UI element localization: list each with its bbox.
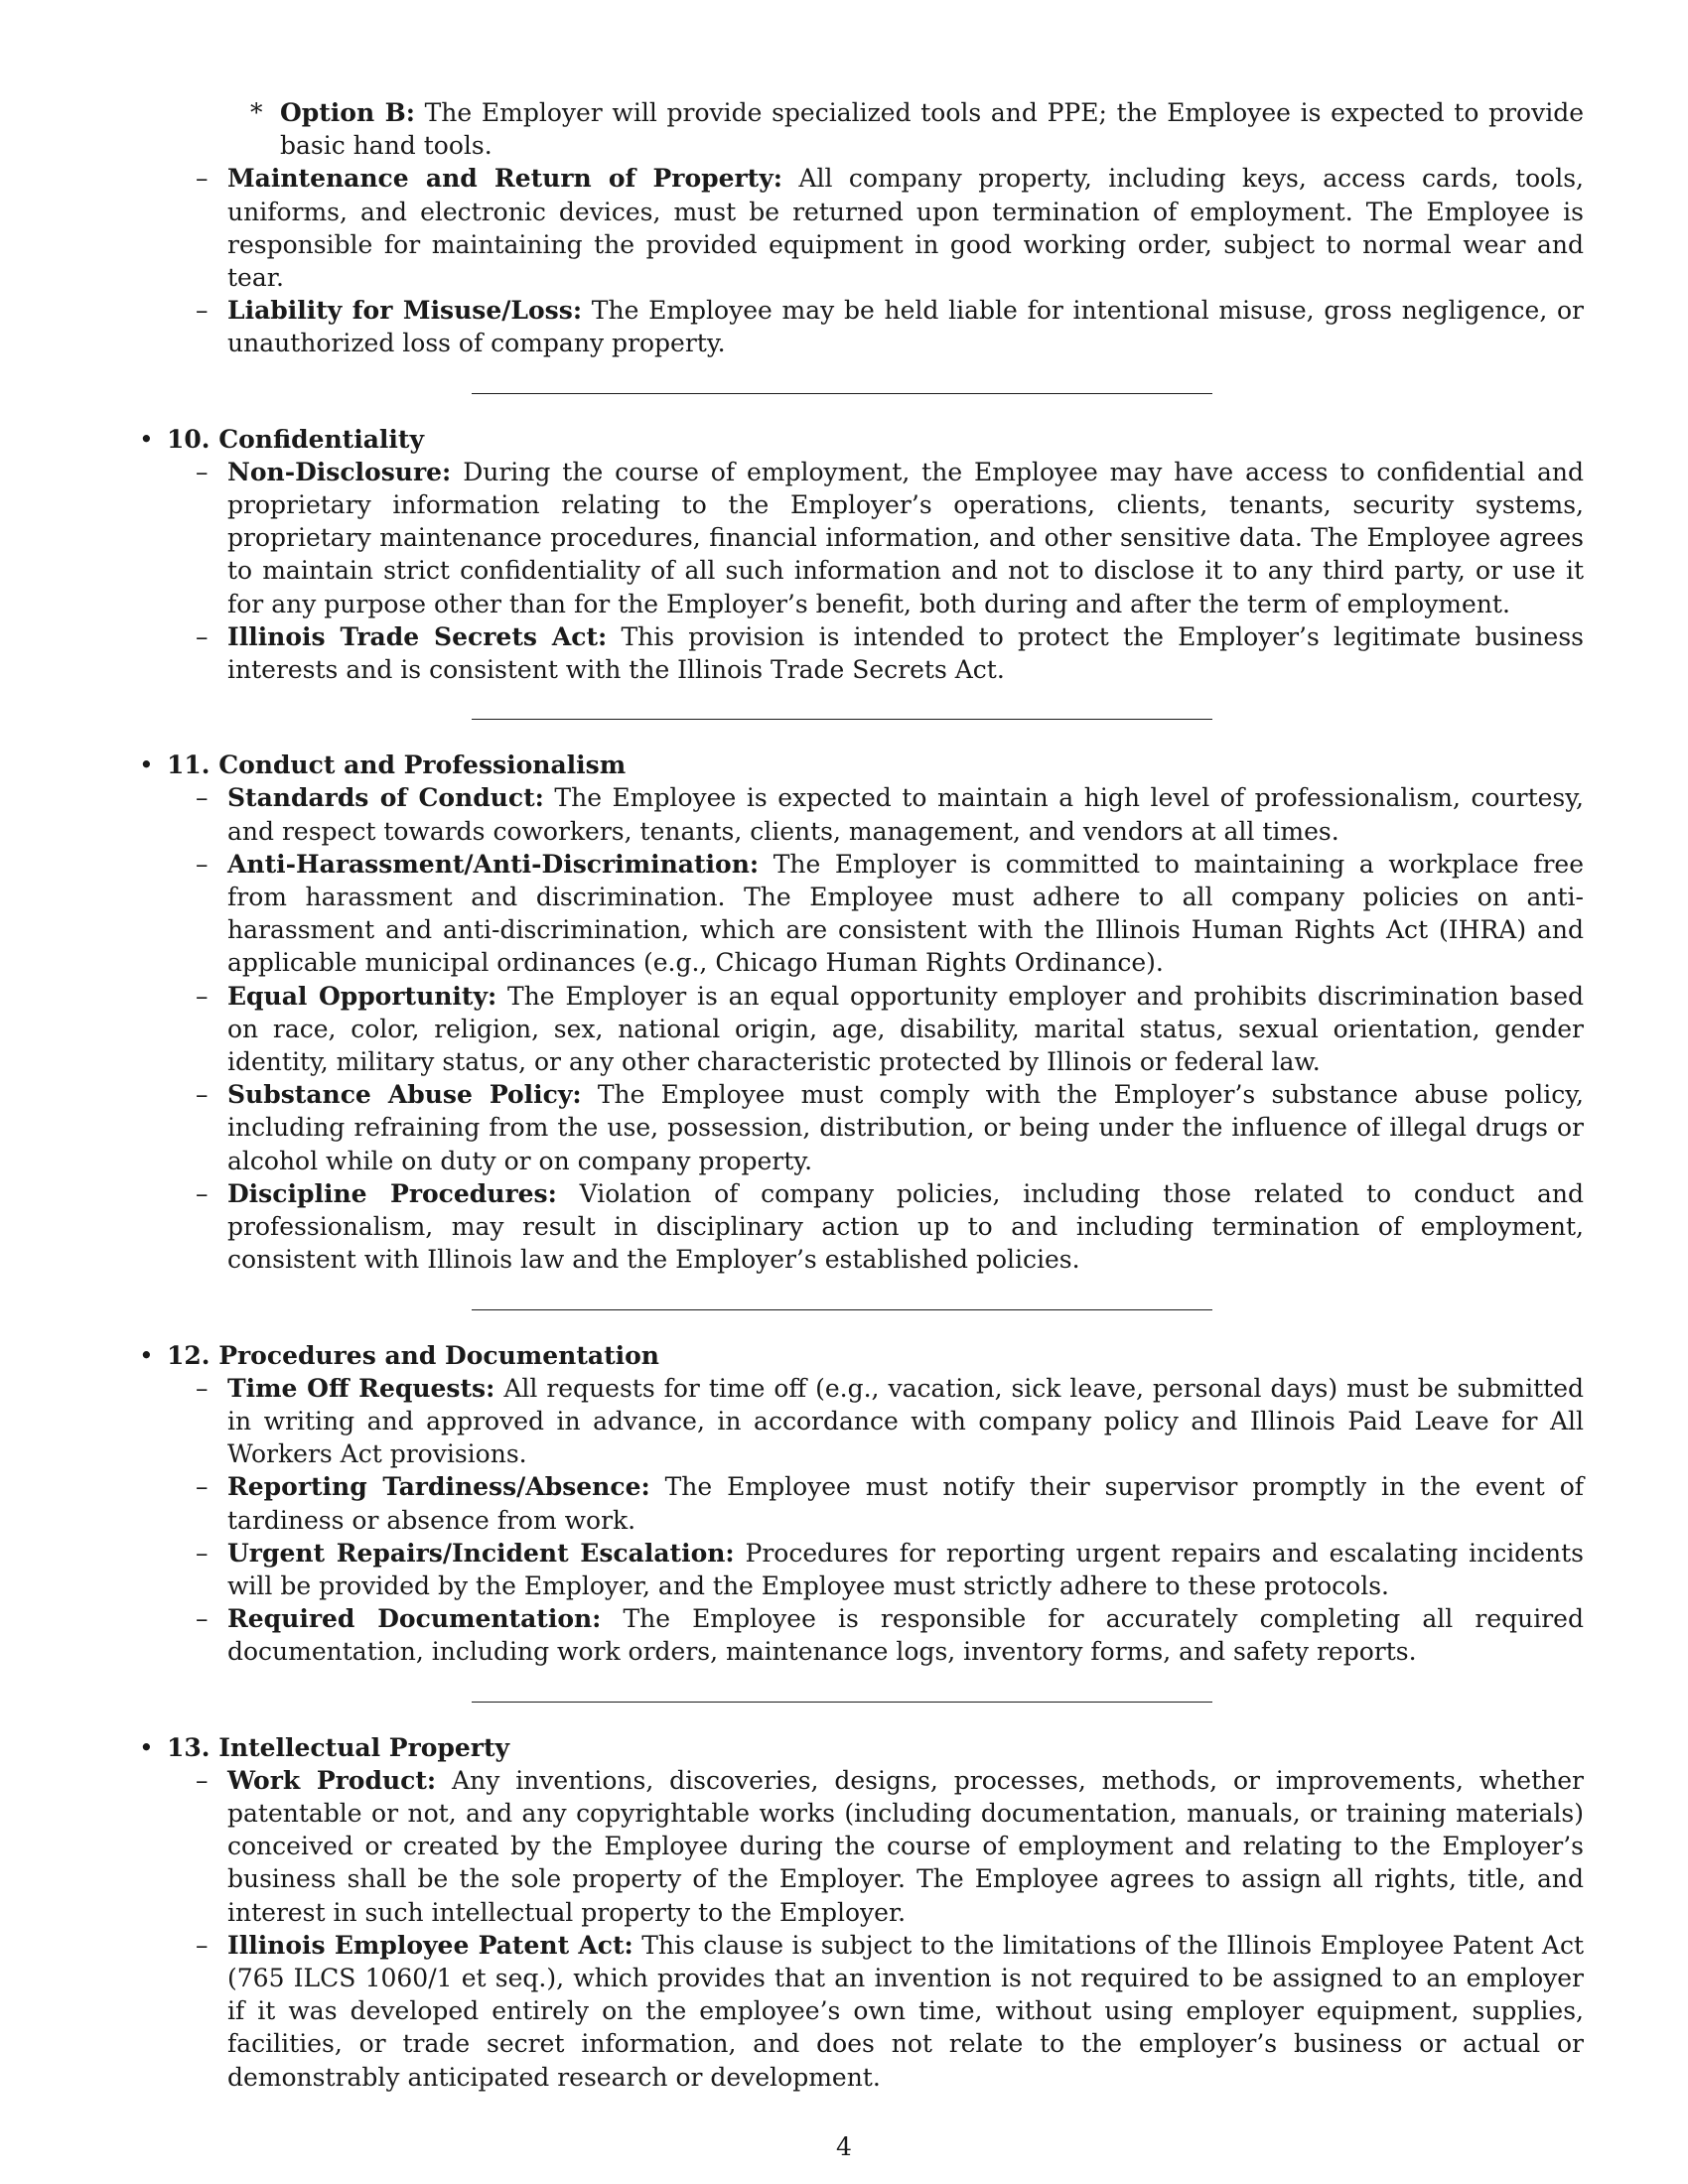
dash-bullet-icon: – (196, 981, 209, 1011)
dash-bullet-icon: – (196, 1765, 209, 1795)
item-text: All requests for time off (e.g., vacation, sick leave, personal days) must be submitted in writing and approved in advance, in accordance with company policy and Illinois Paid Leave for All Workers Act provisions. (227, 1373, 1584, 1469)
item-label: Option B: (280, 98, 415, 127)
list-item (139, 1372, 1584, 1471)
section-divider (472, 1309, 1212, 1310)
dash-bullet-icon: – (196, 164, 209, 194)
item-text: The Employer is committed to maintaining a workplace free from harassment and discrimination. The Employee must adhere to all company policies on anti-harassment and anti-discrimination, which are consistent with the Illinois Human Rights Act (IHRA) and applicable municipal ordinances (e.g., Chicago Human Rights Ordinance). (227, 849, 1584, 978)
page-number: 4 (836, 2132, 852, 2161)
item-label: Required Documentation: (227, 1604, 602, 1634)
item-text: Violation of company policies, including those related to conduct and professionalism, may result in disciplinary action up to and including termination of employment, consistent with Illinois law and the Employer’s established policies. (227, 1178, 1585, 1275)
list-item (139, 620, 1584, 686)
dash-bullet-icon: – (196, 1373, 209, 1403)
list-item (139, 1929, 1584, 2094)
list-item (139, 848, 1584, 980)
item-text: This provision is intended to protect the Employer’s legitimate business interests and is consistent with the Illinois Trade Secrets Act. (227, 621, 1584, 685)
item-text: The Employee must notify their supervisor promptly in the event of tardiness or absence from work. (227, 1472, 1584, 1535)
dash-bullet-icon: – (196, 296, 209, 326)
dash-bullet-icon: – (196, 1080, 209, 1110)
item-label: Maintenance and Return of Property: (227, 164, 782, 194)
bullet-dot-icon: • (139, 751, 154, 780)
dash-bullet-icon: – (196, 1538, 209, 1568)
dash-bullet-icon: – (196, 621, 209, 651)
document-page (139, 96, 1584, 2094)
item-label: Illinois Employee Patent Act: (227, 1930, 633, 1960)
section-heading: • 10. Confidentiality (139, 423, 1584, 456)
dash-bullet-icon: – (196, 457, 209, 486)
item-text: During the course of employment, the Employee may have access to confidential and proprietary information relating to the Employer’s operations, clients, tenants, security systems, proprietary maintenance procedures, financial information, and other sensitive data. The Employee agrees to maintain strict confidentiality of all such information and not to disclose it to any third party, or use it for any purpose other than for the Employer’s benefit, both during and after the term of employment. (227, 457, 1584, 618)
section-heading: • 11. Conduct and Professionalism (139, 749, 1584, 781)
dash-bullet-icon: – (196, 1930, 209, 1960)
section-divider (472, 1702, 1212, 1703)
item-text: The Employee is expected to maintain a high level of professionalism, courtesy, and respect towards coworkers, tenants, clients, management, and vendors at all times. (227, 783, 1584, 846)
item-text: The Employer is an equal opportunity employer and prohibits discrimination based on race, color, religion, sex, national origin, age, disability, marital status, sexual orientation, gender identity, military status, or any other characteristic protected by Illinois or federal law. (227, 981, 1584, 1077)
item-text: The Employee is responsible for accurately completing all required documentation, including work orders, maintenance logs, inventory forms, and safety reports. (227, 1604, 1584, 1667)
dash-bullet-icon: – (196, 1472, 209, 1502)
list-item (139, 980, 1584, 1079)
bullet-dot-icon: • (139, 424, 154, 454)
item-label: Work Product: (227, 1765, 437, 1795)
section-divider (472, 393, 1212, 394)
list-item (139, 1764, 1584, 1929)
section-divider (472, 719, 1212, 720)
section-heading: • 12. Procedures and Documentation (139, 1339, 1584, 1372)
list-item (139, 456, 1584, 620)
dash-bullet-icon: – (196, 1178, 209, 1208)
item-label: Discipline Procedures: (227, 1178, 557, 1208)
item-text: The Employer will provide specialized tools and PPE; the Employee is expected to provide basic hand tools. (280, 98, 1584, 161)
item-label: Liability for Misuse/Loss: (227, 296, 583, 326)
item-text: The Employee must comply with the Employer’s substance abuse policy, including refraining from the use, possession, distribution, or being under the influence of illegal drugs or alcohol while on duty or on company property. (227, 1080, 1584, 1175)
list-item (139, 1177, 1584, 1277)
item-text: Any inventions, discoveries, designs, processes, methods, or improvements, whether patentable or not, and any copyrightable works (including documentation, manuals, or training materials) conceived or created by the Employee during the course of employment and relating to the Employer’s business shall be the sole property of the Employer. The Employee agrees to assign all rights, title, and interest in such intellectual property to the Employer. (227, 1765, 1584, 1927)
list-item (139, 162, 1584, 294)
list-item (139, 781, 1584, 847)
item-label: Substance Abuse Policy: (227, 1080, 582, 1110)
dash-bullet-icon: – (196, 849, 209, 879)
asterisk-bullet-icon: * (250, 98, 263, 127)
dash-bullet-icon: – (196, 783, 209, 813)
item-label: Time Off Requests: (227, 1373, 495, 1403)
bullet-dot-icon: • (139, 1732, 154, 1762)
item-text: All company property, including keys, access cards, tools, uniforms, and electronic devices, must be returned upon termination of employment. The Employee is responsible for maintaining the provided equipment in good working order, subject to normal wear and tear. (227, 164, 1584, 293)
item-label: Standards of Conduct: (227, 783, 544, 813)
item-label: Urgent Repairs/Incident Escalation: (227, 1538, 735, 1568)
list-item (139, 1537, 1584, 1602)
item-label: Illinois Trade Secrets Act: (227, 621, 608, 651)
item-label: Equal Opportunity: (227, 981, 497, 1011)
item-text: This clause is subject to the limitations of the Illinois Employee Patent Act (765 ILCS 1060/1 et seq.), which provides that an invention is not required to be assigned to an employer if it was developed entirely on the employee’s own time, without using employer equipment, supplies, facilities, or trade secret information, and does not relate to the employer’s business or actual or demonstrably anticipated research or development. (227, 1930, 1584, 2092)
section-heading: • 13. Intellectual Property (139, 1731, 1584, 1764)
bullet-dot-icon: • (139, 1340, 154, 1370)
item-text: Procedures for reporting urgent repairs and escalating incidents will be provided by the Employer, and the Employee must strictly adhere to these protocols. (227, 1538, 1584, 1600)
item-label: Anti-Harassment/Anti-Discrimination: (227, 849, 760, 879)
option-b-item (139, 96, 1584, 162)
dash-bullet-icon: – (196, 1604, 209, 1634)
list-item (139, 1078, 1584, 1177)
item-label: Non-Disclosure: (227, 457, 452, 486)
item-text: The Employee may be held liable for intentional misuse, gross negligence, or unauthorized loss of company property. (227, 296, 1584, 358)
item-label: Reporting Tardiness/Absence: (227, 1472, 650, 1502)
list-item (139, 294, 1584, 359)
list-item (139, 1470, 1584, 1536)
list-item (139, 1602, 1584, 1668)
